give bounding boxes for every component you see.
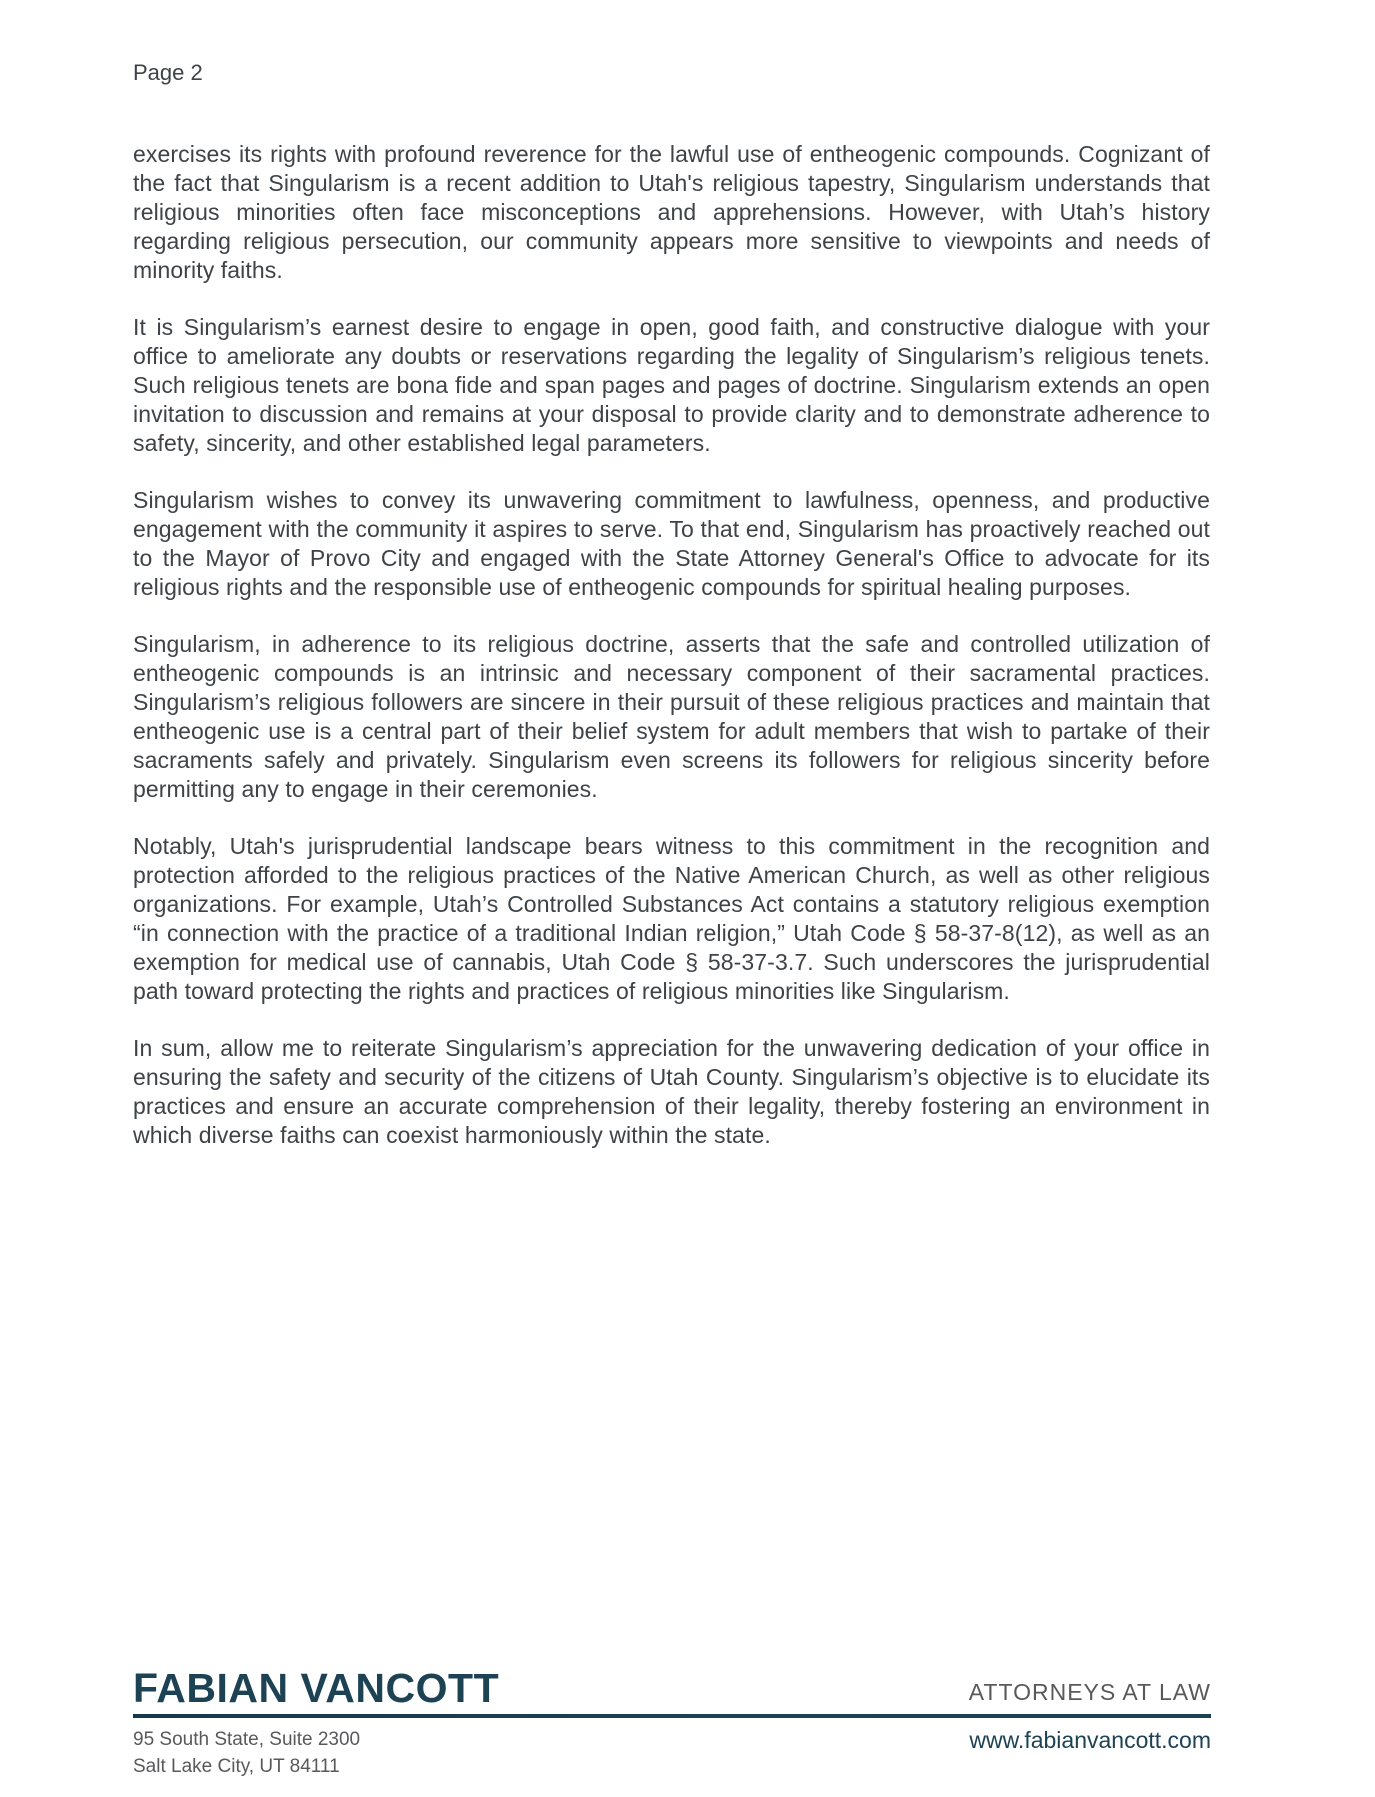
paragraph-4: Singularism, in adherence to its religious doctrine, asserts that the safe and controlled utilization of entheogenic compounds is an intrinsic and necessary component of their sacramental practices. Singularism’s religious followers are sincere in their pursuit of these religious practices and maintain that entheogenic use is a central part of their belief system for adult members that wish to partake of their sacraments safely and privately. Singularism even screens its followers for religious sincerity before permitting any to engage in their ceremonies. [133, 631, 1210, 802]
address-line-1: 95 South State, Suite 2300 [133, 1729, 361, 1750]
attorneys-at-law-label: ATTORNEYS AT LAW [968, 1679, 1211, 1705]
firm-address [133, 1727, 360, 1780]
paragraph-2: It is Singularism’s earnest desire to engage in open, good faith, and constructive dialogue with your office to ameliorate any doubts or reservations regarding the legality of Singularism’s religious tenets. Such religious tenets are bona fide and span pages and pages of doctrine. Singularism extends an open invitation to discussion and remains at your disposal to provide clarity and to demonstrate adherence to safety, sincerity, and other established legal parameters. [133, 314, 1210, 456]
footer-top-row [133, 1665, 1211, 1711]
letter-body [133, 140, 1210, 1178]
firm-logo: FABIAN VANCOTT [133, 1665, 500, 1711]
page-number: Page 2 [133, 60, 203, 85]
firm-website-link[interactable]: www.fabianvancott.com [969, 1727, 1211, 1753]
paragraph-5: Notably, Utah's jurisprudential landscape bears witness to this commitment in the recognition and protection afforded to the religious practices of the Native American Church, as well as other religious organizations. For example, Utah’s Controlled Substances Act contains a statutory religious exemption “in connection with the practice of a traditional Indian religion,” Utah Code § 58-37-8(12), as well as an exemption for medical use of cannabis, Utah Code § 58-37-3.7. Such underscores the jurisprudential path toward protecting the rights and practices of religious minorities like Singularism. [133, 833, 1210, 1004]
paragraph-6: In sum, allow me to reiterate Singularism’s appreciation for the unwavering dedication of your office in ensuring the safety and security of the citizens of Utah County. Singularism’s objective is to elucidate its practices and ensure an accurate comprehension of their legality, thereby fostering an environment in which diverse faiths can coexist harmoniously within the state. [133, 1035, 1210, 1148]
paragraph-3: Singularism wishes to convey its unwavering commitment to lawfulness, openness, and productive engagement with the community it aspires to serve. To that end, Singularism has proactively reached out to the Mayor of Provo City and engaged with the State Attorney General's Office to advocate for its religious rights and the responsible use of entheogenic compounds for spiritual healing purposes. [133, 487, 1210, 600]
footer-bottom-row [133, 1727, 1211, 1780]
letterhead-footer [133, 1665, 1211, 1780]
address-line-2: Salt Lake City, UT 84111 [133, 1755, 340, 1777]
footer-divider [133, 1714, 1211, 1718]
paragraph-1: exercises its rights with profound reverence for the lawful use of entheogenic compounds. Cognizant of the fact that Singularism is a recent addition to Utah's religious tapestry, Singularism understands that religious minorities often face misconceptions and apprehensions. However, with Utah’s history regarding religious persecution, our community appears more sensitive to viewpoints and needs of minority faiths. [133, 141, 1210, 283]
